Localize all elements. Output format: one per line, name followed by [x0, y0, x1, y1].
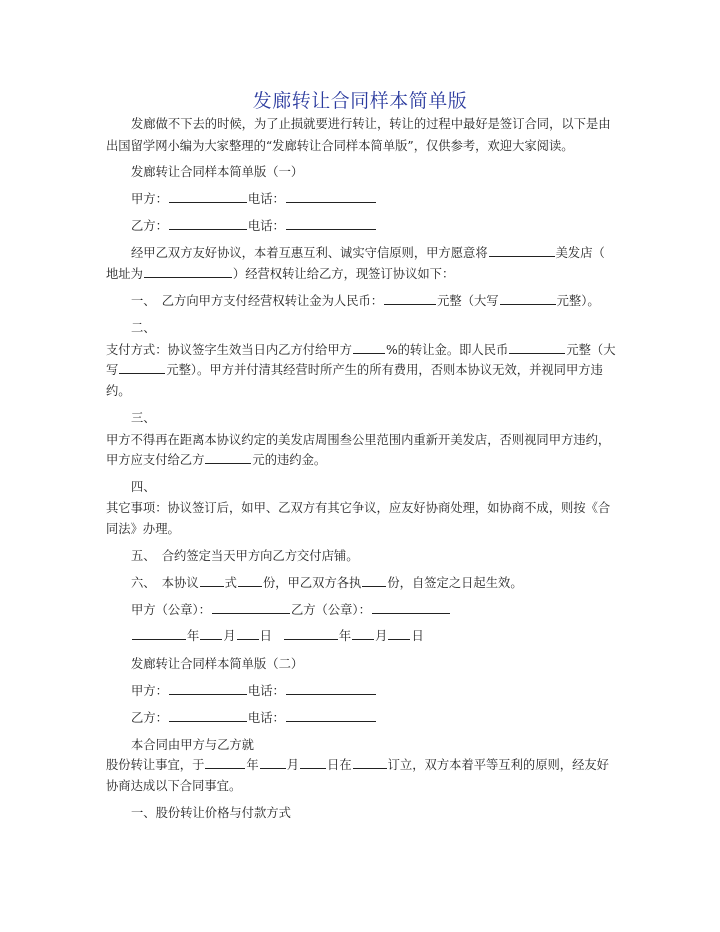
v1-clause-3-line-2: 甲方应支付给乙方 元的违约金。	[106, 453, 327, 467]
v1-clause-6: 六、 本协议 式 份，甲乙双方各执 份，自签定之日起生效。	[131, 576, 523, 590]
v1-clause-3-line-1: 甲方不得再在距离本协议约定的美发店周围叁公里范围内重新开美发店，否则视同甲方违约，	[106, 433, 611, 447]
v1-seal-line: 甲方（公章）： 乙方（公章）：	[131, 602, 451, 619]
v2-paragraph-line-3: 协商达成以下合同事宜。	[106, 779, 242, 793]
v2-section-1-heading: 一、股份转让价格与付款方式	[131, 806, 291, 820]
version-1-heading: 发廊转让合同样本简单版（一）	[131, 165, 304, 179]
v1-clause-4-number: 四、	[131, 480, 156, 494]
v1-date-line: 年 月 日 年 月 日	[131, 628, 424, 645]
intro-line-1: 发廊做不下去的时候，为了止损就要进行转让，转让的过程中最好是签订合同，以下是由	[131, 117, 611, 131]
v1-clause-2-number: 二、	[131, 321, 156, 335]
intro-line-2: 出国留学网小编为大家整理的“发廊转让合同样本简单版”，仅供参考，欢迎大家阅读。	[106, 139, 574, 153]
v1-clause-3-number: 三、	[131, 411, 156, 425]
version-2-heading: 发廊转让合同样本简单版（二）	[131, 657, 304, 671]
v2-party-a-line: 甲方： 电话：	[131, 683, 377, 700]
page-title: 发廊转让合同样本简单版	[252, 90, 468, 112]
v1-clause-2-line-3: 约。	[106, 384, 131, 398]
v1-clause-5: 五、 合约签定当天甲方向乙方交付店铺。	[131, 549, 359, 563]
v1-agreement-line-2: 地址为 ）经营权转让给乙方，现签订协议如下：	[106, 267, 455, 281]
v1-clause-1: 一、 乙方向甲方支付经营权转让金为人民币： 元整（大写 元整）。	[131, 294, 600, 308]
v2-party-b-line: 乙方： 电话：	[131, 710, 377, 727]
v1-clause-2-line-2: 写 元整）。甲方并付清其经营时所产生的所有费用，否则本协议无效，并视同甲方违	[106, 363, 603, 377]
v1-party-b-line: 乙方： 电话：	[131, 218, 377, 235]
v1-clause-2-line-1: 支付方式：协议签字生效当日内乙方付给甲方 %的转让金。即人民币 元整（大	[106, 343, 616, 357]
v1-clause-4-line-2: 同法》办理。	[106, 522, 180, 536]
v2-paragraph-line-2: 股份转让事宜，于 年 月 日在 订立，双方本着平等互利的原则，经友好	[106, 758, 609, 772]
v1-agreement-line-1: 经甲乙双方友好协议，本着互惠互利、诚实守信原则，甲方愿意将 美发店（	[131, 246, 605, 260]
v1-clause-4-line-1: 其它事项：协议签订后，如甲、乙双方有其它争议，应友好协商处理，如协商不成，则按《合	[106, 501, 611, 515]
v2-paragraph-line-1: 本合同由甲方与乙方就	[131, 738, 254, 752]
v1-party-a-line: 甲方： 电话：	[131, 191, 377, 208]
